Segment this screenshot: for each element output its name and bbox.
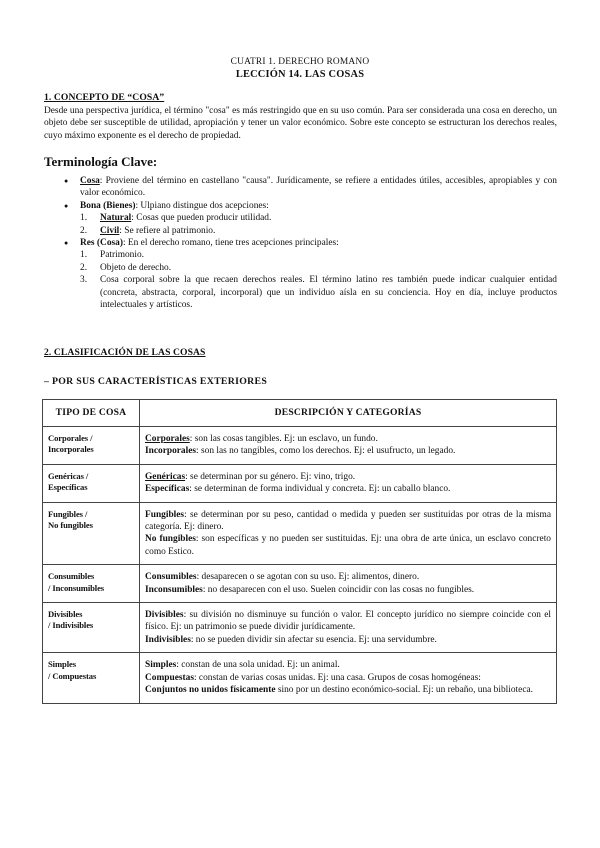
description-line: [145, 509, 551, 534]
category-text: : son las no tangibles, como los derechos. Ej: el usufructo, un legado.: [196, 446, 456, 457]
type-cell: [43, 603, 140, 653]
sub-term-text: Cosa corporal sobre la que recaen derechos reales. El término latino res también puede indicar cualquier entidad (concreta, abstracta, corporal, incorporal) que un individuo aísla en su conciencia. Hoy en día, incluye productos intelectuales y artísticos.: [100, 275, 557, 311]
description-cell: [140, 464, 557, 502]
category-term: Consumibles: [145, 572, 197, 583]
category-term: Genéricas: [145, 471, 186, 482]
sub-term-text: : Cosas que pueden producir utilidad.: [131, 213, 272, 224]
category-text: : no se pueden dividir sin afectar su esencia. Ej: una servidumbre.: [190, 634, 437, 645]
type-line: / Indivisibles: [48, 620, 94, 631]
table-row: [43, 464, 557, 502]
section-1-heading: 1. CONCEPTO DE “COSA”: [44, 92, 165, 103]
type-line: Consumibles: [48, 571, 95, 582]
description-line: [145, 571, 551, 583]
sub-list-item: [80, 225, 557, 237]
type-line: Corporales /: [48, 433, 93, 443]
classification-table: [42, 399, 557, 704]
table-row: [43, 427, 557, 465]
type-line: No fungibles: [48, 519, 93, 530]
category-text: : se determinan de forma individual y concreta. Ej: un caballo blanco.: [189, 484, 451, 495]
category-text: : se determinan por su género. Ej: vino, trigo.: [185, 471, 356, 482]
category-text: : constan de varias cosas unidas. Ej: una casa. Grupos de cosas homogéneas:: [193, 672, 481, 683]
category-term: Específicas: [145, 484, 190, 495]
intro-paragraph: Desde una perspectiva jurídica, el término "cosa" es más restringido que en su uso común. Para ser considerada una cosa en derecho, un objeto debe ser susceptible de utilidad, apropiación y tener un valor económico. Sobre este concepto se estructuran los derechos reales, cuyo máximo exponente es el derecho de propiedad.: [44, 106, 557, 141]
type-line: / Inconsumibles: [48, 582, 105, 593]
description-line: [145, 471, 551, 483]
lesson-title: LECCIÓN 14. LAS COSAS: [235, 69, 365, 80]
category-text: : constan de una sola unidad. Ej: un animal.: [176, 660, 340, 671]
type-line: Simples: [48, 659, 76, 670]
course-title: CUATRI 1. DERECHO ROMANO: [230, 57, 370, 67]
sub-list: [80, 249, 557, 311]
description-line: [145, 433, 551, 445]
sub-term-label: Civil: [100, 225, 120, 236]
category-term: Divisibles: [145, 610, 184, 621]
table-header-row: [43, 400, 557, 427]
description-cell: [140, 565, 557, 603]
category-text: : se determinan por su peso, cantidad o medida y pueden ser sustituidas por otras de la misma categoría. Ej: dinero.: [145, 509, 551, 533]
sub-list: [80, 212, 557, 237]
category-text: : son las cosas tangibles. Ej: un esclavo, un fundo.: [189, 434, 378, 444]
type-cell: [43, 502, 140, 565]
description-line: [145, 672, 551, 684]
category-term: Inconsumibles: [145, 584, 203, 595]
sub-list-item: [80, 249, 557, 261]
description-cell: [140, 502, 557, 565]
description-line: [145, 445, 551, 457]
description-line: [145, 684, 551, 696]
type-line: Específicas: [48, 482, 88, 493]
description-cell: [140, 653, 557, 703]
type-line: / Compuestas: [48, 670, 97, 681]
category-text: : no desaparecen con el uso. Suelen coincidir con las cosas no fungibles.: [202, 584, 475, 595]
term-text: : Proviene del término en castellano "causa". Jurídicamente, se refiere a entidades útiles, accesibles, apropiables y con valor económico.: [80, 176, 557, 199]
description-line: [145, 634, 551, 646]
type-line: Divisibles: [48, 609, 83, 620]
type-cell: [43, 653, 140, 703]
type-line: Incorporales: [48, 444, 94, 455]
category-term: Corporales: [145, 434, 190, 444]
description-cell: [140, 603, 557, 653]
table-row: [43, 502, 557, 565]
category-term: Incorporales: [145, 446, 197, 457]
terms-heading: Terminología Clave:: [44, 154, 158, 169]
category-term: Conjuntos no unidos físicamente: [145, 685, 276, 696]
item-number: 2.: [80, 225, 88, 236]
sub-term-text: Objeto de derecho.: [100, 262, 172, 273]
item-number: 1.: [80, 250, 88, 261]
terms-list: [64, 175, 557, 311]
section-2-heading: 2. CLASIFICACIÓN DE LAS COSAS: [44, 347, 206, 358]
description-line: [145, 533, 551, 558]
description-line: [145, 659, 551, 671]
type-cell: [43, 464, 140, 502]
item-number: 3.: [80, 275, 88, 286]
term-label: Res (Cosa): [80, 238, 123, 249]
type-cell: [43, 427, 140, 465]
column-header-type: TIPO DE COSA: [43, 400, 140, 427]
description-cell: [140, 427, 557, 465]
type-line: Fungibles /: [48, 508, 88, 519]
term-text: : Ulpiano distingue dos acepciones:: [135, 200, 269, 211]
item-number: 2.: [80, 262, 88, 273]
sub-list-item: [80, 274, 557, 311]
sub-term-text: Patrimonio.: [100, 250, 145, 261]
table-row: [43, 653, 557, 703]
category-term: Fungibles: [145, 509, 185, 520]
list-item: [64, 237, 557, 311]
term-label: Cosa: [80, 176, 100, 186]
category-term: Compuestas: [145, 672, 194, 683]
category-term: Indivisibles: [145, 634, 191, 645]
category-term: No fungibles: [145, 534, 196, 545]
category-text: : desaparecen o se agotan con su uso. Ej: alimentos, dinero.: [196, 572, 420, 583]
description-line: [145, 584, 551, 596]
category-text: sino por un destino económico-social. Ej: un rebaño, una biblioteca.: [275, 685, 533, 696]
table-row: [43, 565, 557, 603]
list-item: [64, 175, 557, 200]
description-line: [145, 483, 551, 495]
sub-term-label: Natural: [100, 213, 132, 224]
table-row: [43, 603, 557, 653]
sub-term-text: : Se refiere al patrimonio.: [119, 225, 216, 236]
category-term: Simples: [145, 660, 177, 671]
list-item: [64, 200, 557, 237]
term-text: : En el derecho romano, tiene tres acepciones principales:: [122, 238, 339, 249]
description-line: [145, 609, 551, 634]
type-line: Genéricas /: [48, 470, 89, 481]
classification-subheading: – POR SUS CARACTERÍSTICAS EXTERIORES: [44, 376, 268, 387]
sub-list-item: [80, 262, 557, 274]
item-number: 1.: [80, 213, 88, 224]
term-label: Bona (Bienes): [80, 200, 136, 211]
sub-list-item: [80, 212, 557, 224]
category-text: : su división no disminuye su función o valor. El concepto jurídico no siempre coincide con el físico. Ej: un patrimonio se puede dividir jurídicamente.: [145, 610, 551, 633]
type-cell: [43, 565, 140, 603]
category-text: : son específicas y no pueden ser sustituidas. Ej: una obra de arte única, un esclavo concreto como Estico.: [145, 534, 551, 557]
column-header-description: DESCRIPCIÓN Y CATEGORÍAS: [140, 400, 557, 427]
